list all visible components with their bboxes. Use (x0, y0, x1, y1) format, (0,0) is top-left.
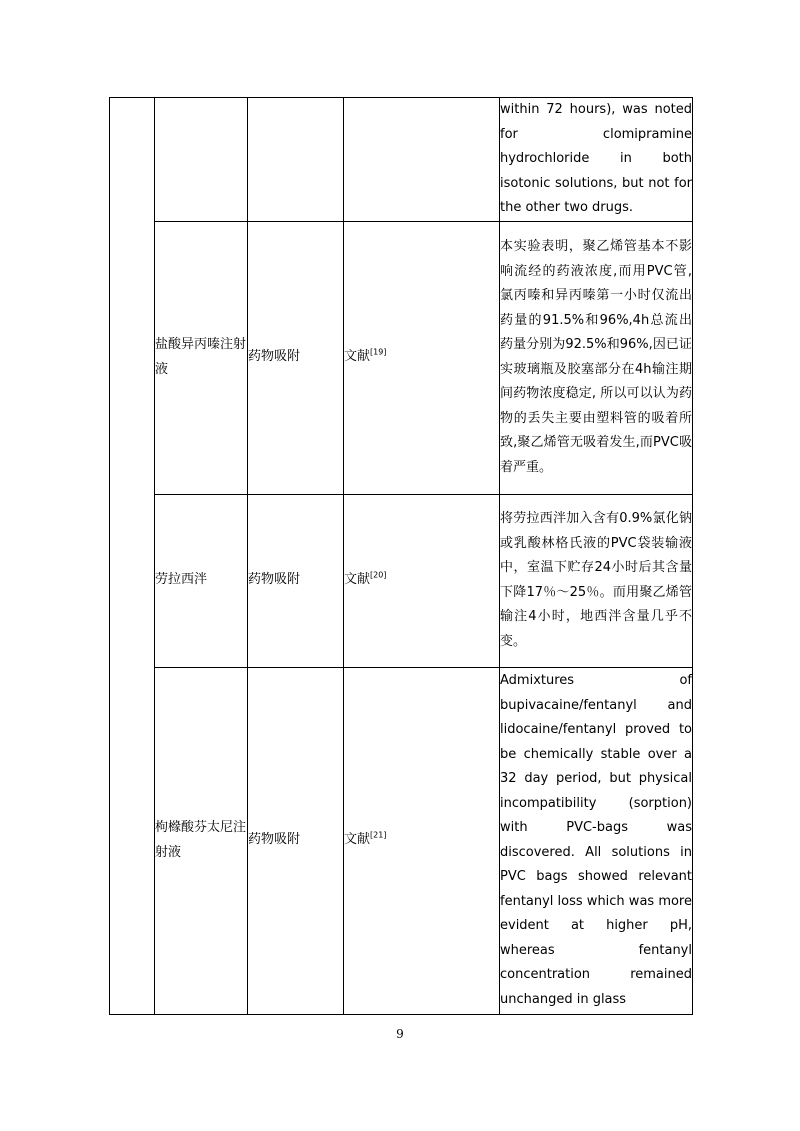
source-cell (344, 494, 500, 667)
issue-type-cell (248, 98, 344, 222)
description-cell (500, 98, 693, 222)
reference-marker: [21] (370, 830, 387, 840)
drug-name-cell: 劳拉西泮 (155, 494, 248, 667)
drug-adsorption-table (109, 97, 693, 1015)
description-text: within 72 hours), was noted for clomipramine hydrochloride in both isotonic solutions, but not for the other two drugs. (500, 102, 692, 215)
drug-name-cell (155, 98, 248, 222)
description-cell (500, 221, 693, 494)
source-text: 文献 (344, 572, 371, 588)
table-row (110, 667, 693, 1014)
source-cell (344, 98, 500, 222)
source-cell (344, 667, 500, 1014)
drug-name-cell: 枸橼酸芬太尼注射液 (155, 667, 248, 1014)
source-text: 文献 (344, 349, 371, 365)
table-row (110, 98, 693, 222)
drug-name-cell: 盐酸异丙嗪注射液 (155, 221, 248, 494)
issue-type-cell: 药物吸附 (248, 494, 344, 667)
description-cell (500, 494, 693, 667)
table-row (110, 221, 693, 494)
page-number: 9 (396, 1027, 404, 1041)
reference-marker: [19] (370, 347, 387, 357)
table-row (110, 494, 693, 667)
issue-type-cell: 药物吸附 (248, 221, 344, 494)
description-cell (500, 667, 693, 1014)
description-text: Admixtures of bupivacaine/fentanyl and lidocaine/fentanyl proved to be chemically stable over a 32 day period, but physical incompatibility (sorption) with PVC-bags was discovered. All solutions in PVC bags showed relevant fentanyl loss which was more evident at higher pH, whereas fentanyl concentration remained unchanged in glass (500, 673, 692, 1007)
source-text: 文献 (344, 832, 371, 848)
reference-marker: [20] (370, 570, 387, 580)
description-text: 将劳拉西泮加入含有0.9%氯化钠或乳酸林格氏液的PVC袋装输液中，室温下贮存24小时后其含量下降17％～25％。而用聚乙烯管输注4小时，地西泮含量几乎不变。 (500, 511, 692, 649)
description-text: 本实验表明，聚乙烯管基本不影响流经的药液浓度,而用PVC管, 氯丙嗪和异丙嗪第一小时仅流出药量的91.5%和96%,4h总流出药量分别为92.5%和96%,因已证实玻璃瓶及胶塞部分在4h输注期间药物浓度稳定, 所以可以认为药物的丢失主要由塑料管的吸着所致,聚乙烯管无吸着发生,而PVC吸着严重。 (500, 239, 692, 475)
source-cell (344, 221, 500, 494)
category-cell (110, 98, 155, 1015)
issue-type-cell: 药物吸附 (248, 667, 344, 1014)
